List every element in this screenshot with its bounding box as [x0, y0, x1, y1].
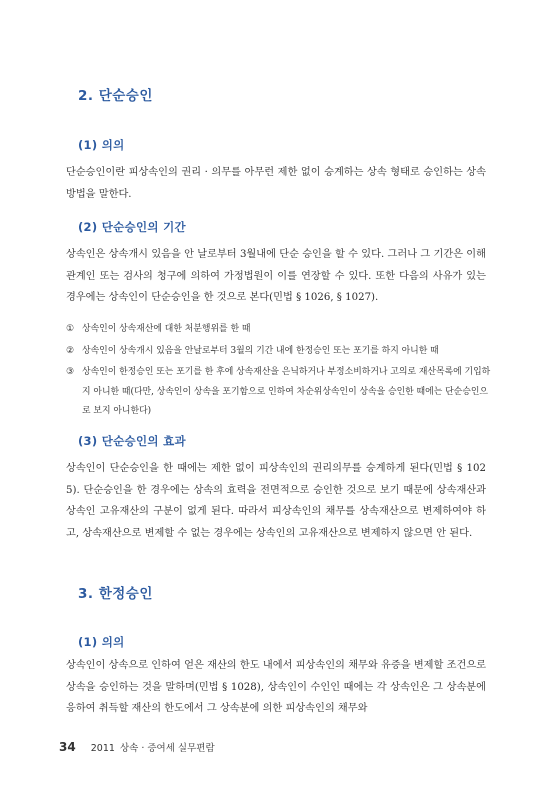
section-2-2-heading: (2) 단순승인의 기간	[78, 220, 186, 234]
section-2-3-paragraph: 상속인이 단순승인을 한 때에는 제한 없이 피상속인의 권리의무를 승계하게 된다(민법 § 1025). 단순승인을 한 경우에는 상속의 효력을 전면적으로 승인한 것으로 보기 때문에 상속재산과 상속인 고유재산의 구분이 없게 된다. 따라서 피상속인의 채무를 상속재산으로 변제하여야 하고, 상속재산으로 변제할 수 없는 경우에는 상속인의 고유재산으로 변제하지 않으면 안 된다.	[66, 463, 486, 539]
section-2-1-heading: (1) 의의	[78, 138, 125, 152]
section-3-1-paragraph: 상속인이 상속으로 인하여 얻은 재산의 한도 내에서 피상속인의 채무와 유증을 변제할 조건으로 상속을 승인하는 것을 말하며(민법 § 1028), 상속인이 수인인 때에는 각 상속인은 그 상속분에 응하여 취득할 재산의 한도에서 그 상속분에 의한 피상속인의 채무와	[66, 660, 486, 714]
list-item	[66, 320, 492, 340]
page-number: 34	[59, 740, 76, 754]
list-marker: ②	[66, 345, 74, 356]
section-2-1-paragraph: 단순승인이란 피상속인의 권리 · 의무를 아무런 제한 없이 승계하는 상속 형태로 승인하는 상속방법을 말한다.	[66, 167, 486, 200]
section-3-1-heading: (1) 의의	[78, 635, 125, 649]
page-footer	[59, 740, 215, 754]
section-2-2-paragraph: 상속인은 상속개시 있음을 안 날로부터 3월내에 단순 승인을 할 수 있다. 그러나 그 기간은 이해관계인 또는 검사의 청구에 의하여 가정법원이 이를 연장할 수 있다. 또한 다음의 사유가 있는 경우에는 상속인이 단순승인을 한 것으로 본다(민법 § 1026, § 1027).	[66, 249, 486, 303]
list-item-text: 상속인이 상속개시 있음을 안날로부터 3월의 기간 내에 한정승인 또는 포기를 하지 아니한 때	[82, 345, 439, 356]
section-2-3-heading: (3) 단순승인의 효과	[78, 434, 186, 448]
list-item-text: 상속인이 한정승인 또는 포기를 한 후에 상속재산을 은닉하거나 부정소비하거나 고의로 재산목록에 기입하지 아니한 때(다만, 상속인이 상속을 포기함으로 인하여 차순위상속인이 상속을 승인한 때에는 단순승인으로 보지 아니한다)	[82, 367, 491, 416]
list-item	[66, 363, 492, 422]
section-3-heading: 3. 한정승인	[78, 586, 153, 602]
footer-year: 2011	[90, 743, 115, 754]
list-marker: ③	[66, 367, 74, 377]
footer-book-title: 상속 · 증여세 실무편람	[119, 743, 215, 754]
section-2-heading: 2. 단순승인	[78, 88, 153, 104]
list-item-text: 상속인이 상속재산에 대한 처분행위를 한 때	[82, 324, 251, 334]
list-item	[66, 342, 492, 362]
list-marker: ①	[66, 324, 74, 334]
section-2-2-list	[66, 320, 492, 424]
